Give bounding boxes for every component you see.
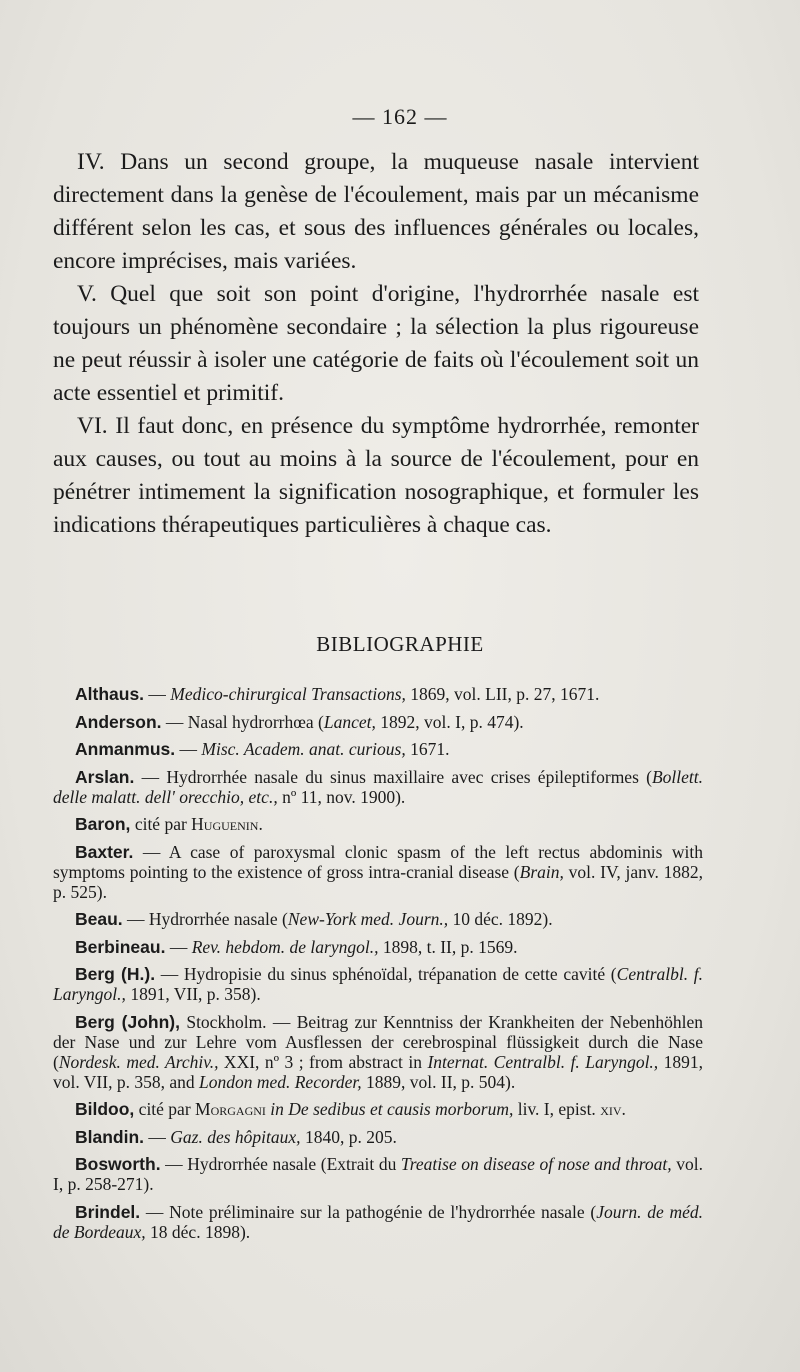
entry-text: — Note préliminaire sur la pathogénie de l'hydrorrhée nasale ( — [140, 1201, 597, 1222]
body-text — [53, 146, 699, 542]
entry-text: 1889, vol. II, p. 504). — [361, 1071, 516, 1092]
entry-title: Bollett. delle malatt. dell' orecchio, etc., — [53, 766, 703, 807]
bibliography-entry — [53, 842, 703, 902]
bibliography-entry — [53, 1202, 703, 1242]
entry-text: vol. I, p. 258-271). — [53, 1154, 703, 1194]
bibliography-entry — [53, 684, 703, 704]
bibliography-entry — [53, 909, 703, 929]
entry-title: in De sedibus et causis morborum, — [270, 1099, 514, 1119]
entry-text: nº 11, nov. 1900). — [277, 786, 406, 807]
bibliography-entry — [53, 964, 703, 1004]
entry-title: Lancet, — [323, 711, 376, 732]
entry-text: 1898, t. II, p. 1569. — [378, 936, 518, 957]
entry-text: 1891, vol. VII, p. 358, and — [53, 1051, 704, 1092]
bibliography-entry — [53, 814, 703, 834]
entry-text: — — [144, 1126, 171, 1147]
entry-text: — Hydropisie du sinus sphénoïdal, trépanation de cette cavité ( — [155, 964, 617, 984]
bibliography-title: BIBLIOGRAPHIE — [316, 632, 484, 656]
entry-author: Bosworth. — [75, 1154, 161, 1174]
entry-author: Baron, — [75, 814, 131, 834]
entry-text: — — [175, 739, 202, 759]
entry-text: 1891, VII, p. 358). — [125, 984, 261, 1004]
entry-author: Blandin. — [75, 1126, 145, 1147]
entry-text: liv. I, epist. — [513, 1099, 601, 1119]
entry-title: Nordesk. med. Archiv., — [58, 1051, 219, 1072]
bibliography-entry — [53, 712, 703, 732]
entry-text: — Nasal hydrorrhœa ( — [161, 711, 324, 732]
entry-text: 1840, p. 205. — [300, 1126, 397, 1147]
bibliography-entry — [53, 1099, 703, 1119]
entry-text: 18 déc. 1898). — [145, 1221, 251, 1242]
entry-text: — Hydrorrhée nasale du sinus maxillaire avec crises épileptiformes ( — [134, 766, 652, 787]
entry-text: 10 déc. 1892). — [448, 909, 553, 929]
entry-text: — — [165, 936, 192, 957]
entry-title: Rev. hebdom. de laryngol., — [191, 936, 379, 957]
entry-author: Brindel. — [75, 1201, 141, 1222]
entry-title: Gaz. des hôpitaux, — [170, 1126, 301, 1147]
entry-text: cité par — [134, 1099, 196, 1119]
bibliography-entry — [53, 1154, 703, 1194]
entry-text: cité par — [130, 814, 192, 834]
entry-title: Journ. de méd. de Bordeaux, — [53, 1201, 703, 1242]
entry-text: Huguenin. — [191, 814, 263, 834]
entry-text: Morgagni — [195, 1099, 266, 1119]
bibliography-entry — [53, 1127, 703, 1147]
paragraph-vi: VI. Il faut donc, en présence du symptôme hydrorrhée, remonter aux causes, ou tout au moins à la source de l'écoulement, pour en pénétrer intimement la signification nosographique, et formuler les indications thérapeutiques particulières à chaque cas. — [53, 413, 699, 538]
entry-title: New-York med. Journ., — [287, 909, 449, 929]
entry-author: Bildoo, — [75, 1099, 135, 1119]
entry-title: London med. Recorder, — [198, 1071, 362, 1092]
entry-title: Medico-chirurgical Transactions, — [170, 684, 406, 704]
entry-author: Arslan. — [75, 766, 135, 787]
entry-title: Treatise on disease of nose and throat, — [400, 1154, 672, 1174]
bibliography-entry — [53, 1012, 703, 1092]
entry-text: 1892, vol. I, p. 474). — [375, 711, 524, 732]
paragraph-v: V. Quel que soit son point d'origine, l'hydrorrhée nasale est toujours un phénomène secondaire ; la sélection la plus rigoureuse ne peut réussir à isoler une catégorie de faits où l'écoulement soit un acte essentiel et primitif. — [53, 281, 699, 406]
entry-author: Berg (John), — [75, 1011, 181, 1032]
entry-title: Centralbl. f. Laryngol., — [53, 964, 704, 1004]
entry-author: Berg (H.). — [75, 964, 156, 984]
entry-author: Althaus. — [75, 684, 145, 704]
bibliography-entry — [53, 767, 703, 807]
entry-author: Anmanmus. — [75, 739, 176, 759]
entry-author: Berbineau. — [75, 936, 166, 957]
entry-author: Baxter. — [75, 841, 134, 862]
page-number: — 162 — — [352, 104, 448, 129]
bibliography-entry — [53, 937, 703, 957]
entry-title: Internat. Centralbl. f. Laryngol., — [427, 1051, 659, 1072]
entry-text: xiv. — [600, 1099, 626, 1119]
entry-text: vol. IV, janv. 1882, p. 525). — [53, 861, 703, 902]
entry-text: — Hydrorrhée nasale (Extrait du — [160, 1154, 401, 1174]
entry-text: XXI, nº 3 ; from abstract in — [218, 1051, 428, 1072]
entry-text: 1869, vol. LII, p. 27, 1671. — [405, 684, 600, 704]
entry-title: Brain, — [519, 861, 564, 882]
bibliography-entry — [53, 739, 703, 759]
entry-text: — — [144, 684, 171, 704]
bibliography-list — [53, 684, 703, 1249]
entry-author: Anderson. — [75, 711, 162, 732]
entry-text: Stockholm. — Beitrag zur Kenntniss der Krankheiten der Nebenhöhlen der Nase und zur Lehre vom Ausflessen der cerebrospinal flüssigkeit durch die Nase ( — [53, 1011, 703, 1072]
entry-text: — Hydrorrhée nasale ( — [122, 909, 288, 929]
entry-title: Misc. Academ. anat. curious, — [201, 739, 406, 759]
entry-text: 1671. — [405, 739, 450, 759]
entry-text: — A case of paroxysmal clonic spasm of the left rectus abdominis with symptoms pointing to the existence of gross intra-cranial disease ( — [53, 841, 703, 882]
entry-author: Beau. — [75, 909, 123, 929]
paragraph-iv: IV. Dans un second groupe, la muqueuse nasale intervient directement dans la genèse de l'écoulement, mais par un mécanisme différent selon les cas, et sous des influences générales ou locales, encore imprécises, mais variées. — [53, 149, 699, 274]
